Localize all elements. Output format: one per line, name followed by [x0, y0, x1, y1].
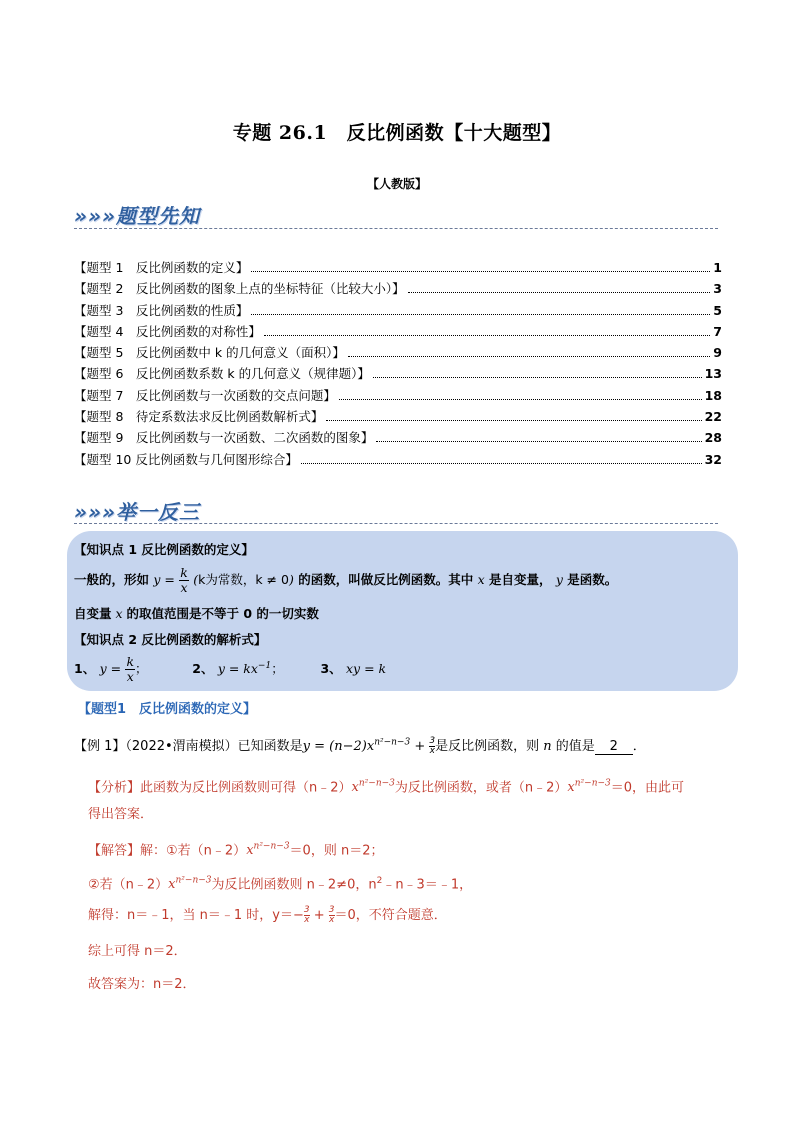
knowledge-1-range: 自变量 x 的取值范围是不等于 0 的一切实数: [74, 606, 319, 621]
knowledge-2-forms: 1、 y = $\frac{k}{x}$ ； 2、 $y = kx^{-1}$； 3、 xy = k: [74, 654, 387, 684]
k-over-x-fraction: $\frac{k}{x}$: [180, 565, 188, 595]
knowledge-1-title: 【知识点 1 反比例函数的定义】: [74, 542, 254, 557]
answer-blank: 2: [595, 739, 633, 755]
knowledge-2-title: 【知识点 2 反比例函数的解析式】: [74, 632, 267, 647]
toc-leader-dots: [264, 335, 710, 336]
example-1: 【例 1】（2022•渭南模拟）已知函数是$y = (n-2)x^{n^2-n-3}$ + $\frac{3}{x}$是反比例函数，则 n 的值是 2 ．: [74, 736, 646, 756]
toc-entry[interactable]: [74, 386, 722, 407]
toc-entry-page: 18: [704, 387, 722, 403]
toc-entry-page: 28: [704, 430, 722, 446]
answer-line-2: ②若$(n﹣2)x^{n^2-n-3}$为反比例函数则 n﹣2≠0，$n^2﹣n﹣3=﹣1$，: [88, 876, 473, 893]
toc-entry[interactable]: [74, 428, 722, 449]
toc-entry-label: 【题型 3 反比例函数的性质】: [74, 302, 249, 318]
toc-entry-label: 【题型 5 反比例函数中 k 的几何意义（面积）】: [74, 345, 345, 361]
toc-entry-page: 13: [704, 366, 722, 382]
toc-entry-label: 【题型 8 待定系数法求反比例函数解析式】: [74, 409, 324, 425]
toc-entry-label: 【题型 7 反比例函数与一次函数的交点问题】: [74, 387, 336, 403]
answer-line-1: 【解答】解：①若$(n﹣2)x^{n^2-n-3}=0$，则 n＝2；: [88, 842, 384, 859]
toc-entry-label: 【题型 6 反比例函数系数 k 的几何意义（规律题）】: [74, 366, 370, 382]
toc-entry[interactable]: [74, 343, 722, 364]
toc-entry-label: 【题型 1 反比例函数的定义】: [74, 260, 249, 275]
toc-entry-page: 9: [713, 345, 722, 361]
table-of-contents: [74, 258, 722, 471]
toc-leader-dots: [339, 399, 702, 400]
toc-leader-dots: [348, 356, 710, 357]
divider: [74, 228, 718, 229]
toc-entry[interactable]: [74, 450, 722, 471]
toc-entry[interactable]: [74, 301, 722, 322]
banner-examples: »»»举一反三: [74, 500, 200, 524]
section-heading: 【题型1 反比例函数的定义】: [78, 702, 257, 717]
toc-entry[interactable]: [74, 258, 722, 279]
toc-entry-label: 【题型 10 反比例函数与几何图形综合】: [74, 451, 298, 467]
toc-leader-dots: [326, 420, 701, 421]
toc-leader-dots: [251, 271, 710, 272]
answer-line-3: 解得：n＝﹣1，当 n＝﹣1 时，y＝− $\frac{3}{x}$ + $\frac{3}{x}=0$，不符合题意．: [88, 905, 447, 925]
toc-leader-dots: [408, 292, 711, 293]
analysis-line-1: 【分析】此函数为反比例函数则可得$(n﹣2)x^{n^2-n-3}$为反比例函数，或者$(n﹣2)x^{n^2-n-3}=0$，由此可: [88, 779, 685, 796]
toc-entry-page: 5: [713, 302, 722, 318]
toc-entry-page: 3: [713, 281, 722, 297]
edition-label: 【人教版】: [366, 177, 427, 191]
knowledge-1-definition: 一般的，形如 y = $\frac{k}{x}$ (k为常数，k ≠ 0) 的函数，叫做反比例函数。其中 x 是自变量， y 是函数。: [74, 565, 618, 595]
toc-leader-dots: [251, 314, 710, 315]
analysis-line-2: 得出答案．: [88, 807, 154, 822]
page-title: 专题 26.1 反比例函数【十大题型】: [232, 122, 562, 144]
toc-entry[interactable]: [74, 407, 722, 428]
toc-entry-page: 7: [713, 323, 722, 339]
answer-line-4: 综上可得 n＝2．: [88, 944, 187, 959]
toc-entry[interactable]: [74, 322, 722, 343]
toc-entry[interactable]: [74, 364, 722, 385]
toc-leader-dots: [301, 463, 702, 464]
toc-entry-page: 22: [704, 409, 722, 425]
toc-entry-page: 1: [713, 260, 722, 275]
toc-leader-dots: [376, 441, 701, 442]
toc-entry[interactable]: [74, 279, 722, 300]
divider: [74, 523, 718, 524]
answer-line-5: 故答案为：n＝2．: [88, 977, 196, 992]
banner-question-types: »»»题型先知: [74, 204, 200, 228]
toc-entry-label: 【题型 9 反比例函数与一次函数、二次函数的图象】: [74, 430, 374, 446]
toc-entry-label: 【题型 4 反比例函数的对称性】: [74, 323, 261, 339]
toc-entry-label: 【题型 2 反比例函数的图象上点的坐标特征（比较大小）】: [74, 281, 405, 297]
toc-entry-page: 32: [704, 451, 722, 467]
toc-leader-dots: [373, 377, 702, 378]
